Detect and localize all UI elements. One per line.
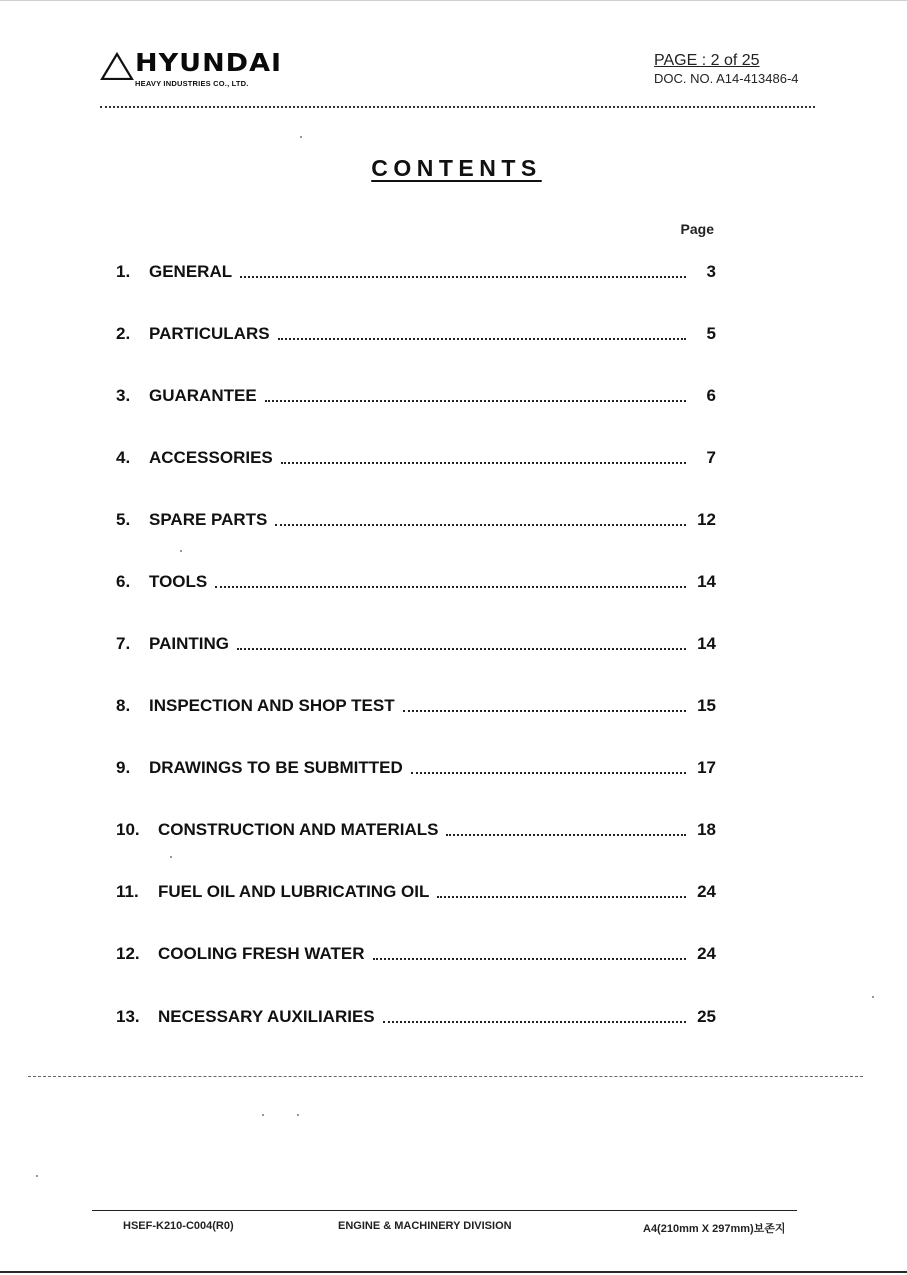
toc-entry-title: CONSTRUCTION AND MATERIALS [158,820,439,839]
toc-leader-dots [265,400,686,402]
toc-entry-page: 15 [697,696,716,715]
toc-entry [116,630,716,654]
toc-entry-title: PARTICULARS [149,324,270,343]
toc-entry [116,754,716,778]
toc-entry-page: 17 [697,758,716,777]
toc-leader-dots [383,1021,686,1023]
toc-leader-dots [215,586,686,588]
toc-leader-dots [446,834,686,836]
toc-entry [116,382,716,406]
footer-paper-size: A4(210mm X 297mm)보존지 [643,1223,786,1235]
toc-entry-page: 5 [706,324,716,343]
toc-entry-page: 3 [706,262,716,281]
toc-entry-number: 12. [116,944,140,963]
toc-entry-number: 13. [116,1007,140,1026]
toc-leader-dots [437,896,686,898]
toc-entry-number: 1. [116,262,131,281]
toc-entry-page: 14 [697,634,716,653]
toc-entry-number: 7. [116,634,131,653]
scan-speck [297,1114,299,1116]
scan-speck [36,1175,38,1177]
toc-entry-page: 6 [706,386,716,405]
toc-leader-dots [275,524,686,526]
toc-entry-page: 7 [706,448,716,467]
toc-entry-title: FUEL OIL AND LUBRICATING OIL [158,882,430,901]
toc-entry-number: 2. [116,324,131,343]
scan-edge-top [0,0,907,1]
toc-entry [116,692,716,716]
toc-entry-page: 12 [697,510,716,529]
toc-entry [116,320,716,344]
scan-speck [262,1114,264,1116]
toc-leader-dots [278,338,686,340]
scan-speck [300,136,302,138]
toc-entry-number: 8. [116,696,131,715]
scan-speck [170,856,172,858]
page-number: PAGE : 2 of 25 [654,52,760,69]
toc-leader-dots [281,462,686,464]
toc-entry-number: 9. [116,758,131,777]
toc-entry-page: 18 [697,820,716,839]
toc-entry [116,444,716,468]
toc-entry-page: 25 [697,1007,716,1026]
toc-leader-dots [237,648,686,650]
toc-entry-title: SPARE PARTS [149,510,268,529]
toc-entry-page: 24 [697,882,716,901]
toc-entry [116,506,716,530]
toc-entry-number: 5. [116,510,131,529]
scan-speck [180,550,182,552]
page-info [654,52,799,87]
scan-edge-bottom [0,1271,907,1273]
toc-entry-number: 3. [116,386,131,405]
toc-entry [116,1003,716,1027]
toc-entry-number: 4. [116,448,131,467]
toc-entry-title: COOLING FRESH WATER [158,944,365,963]
company-subtitle: HEAVY INDUSTRIES CO., LTD. [135,79,249,88]
contents-title-wrap [0,155,907,182]
toc-leader-dots [373,958,686,960]
contents-title: CONTENTS [371,155,542,181]
hyundai-logo [100,50,285,92]
toc-entry [116,940,716,964]
company-name: HYUNDAI [135,49,283,78]
toc-entry [116,878,716,902]
toc-entry-title: GUARANTEE [149,386,257,405]
toc-entry [116,568,716,592]
scan-speck [872,996,874,998]
header-divider [100,106,815,108]
toc-entry-title: DRAWINGS TO BE SUBMITTED [149,758,403,777]
toc-entry-title: PAINTING [149,634,229,653]
toc-leader-dots [411,772,686,774]
page-column-label: Page [680,221,714,237]
toc-entry-page: 24 [697,944,716,963]
toc-entry-number: 10. [116,820,140,839]
toc-entry-title: INSPECTION AND SHOP TEST [149,696,395,715]
footer-division: ENGINE & MACHINERY DIVISION [338,1220,512,1232]
toc-leader-dots [403,710,686,712]
footer-dashed-divider [28,1076,863,1077]
toc-leader-dots [240,276,686,278]
toc-entry [116,816,716,840]
hyundai-triangle-icon [100,52,134,80]
toc-entry-page: 14 [697,572,716,591]
toc-entry-title: ACCESSORIES [149,448,273,467]
doc-number: DOC. NO. A14-413486-4 [654,71,799,86]
toc-entry-number: 6. [116,572,131,591]
toc-entry-title: GENERAL [149,262,233,281]
footer-form-code: HSEF-K210-C004(R0) [123,1220,234,1232]
toc-entry [116,258,716,282]
toc-entry-number: 11. [116,882,139,901]
toc-entry-title: TOOLS [149,572,208,591]
toc-entry-title: NECESSARY AUXILIARIES [158,1007,375,1026]
footer-divider [92,1210,797,1211]
